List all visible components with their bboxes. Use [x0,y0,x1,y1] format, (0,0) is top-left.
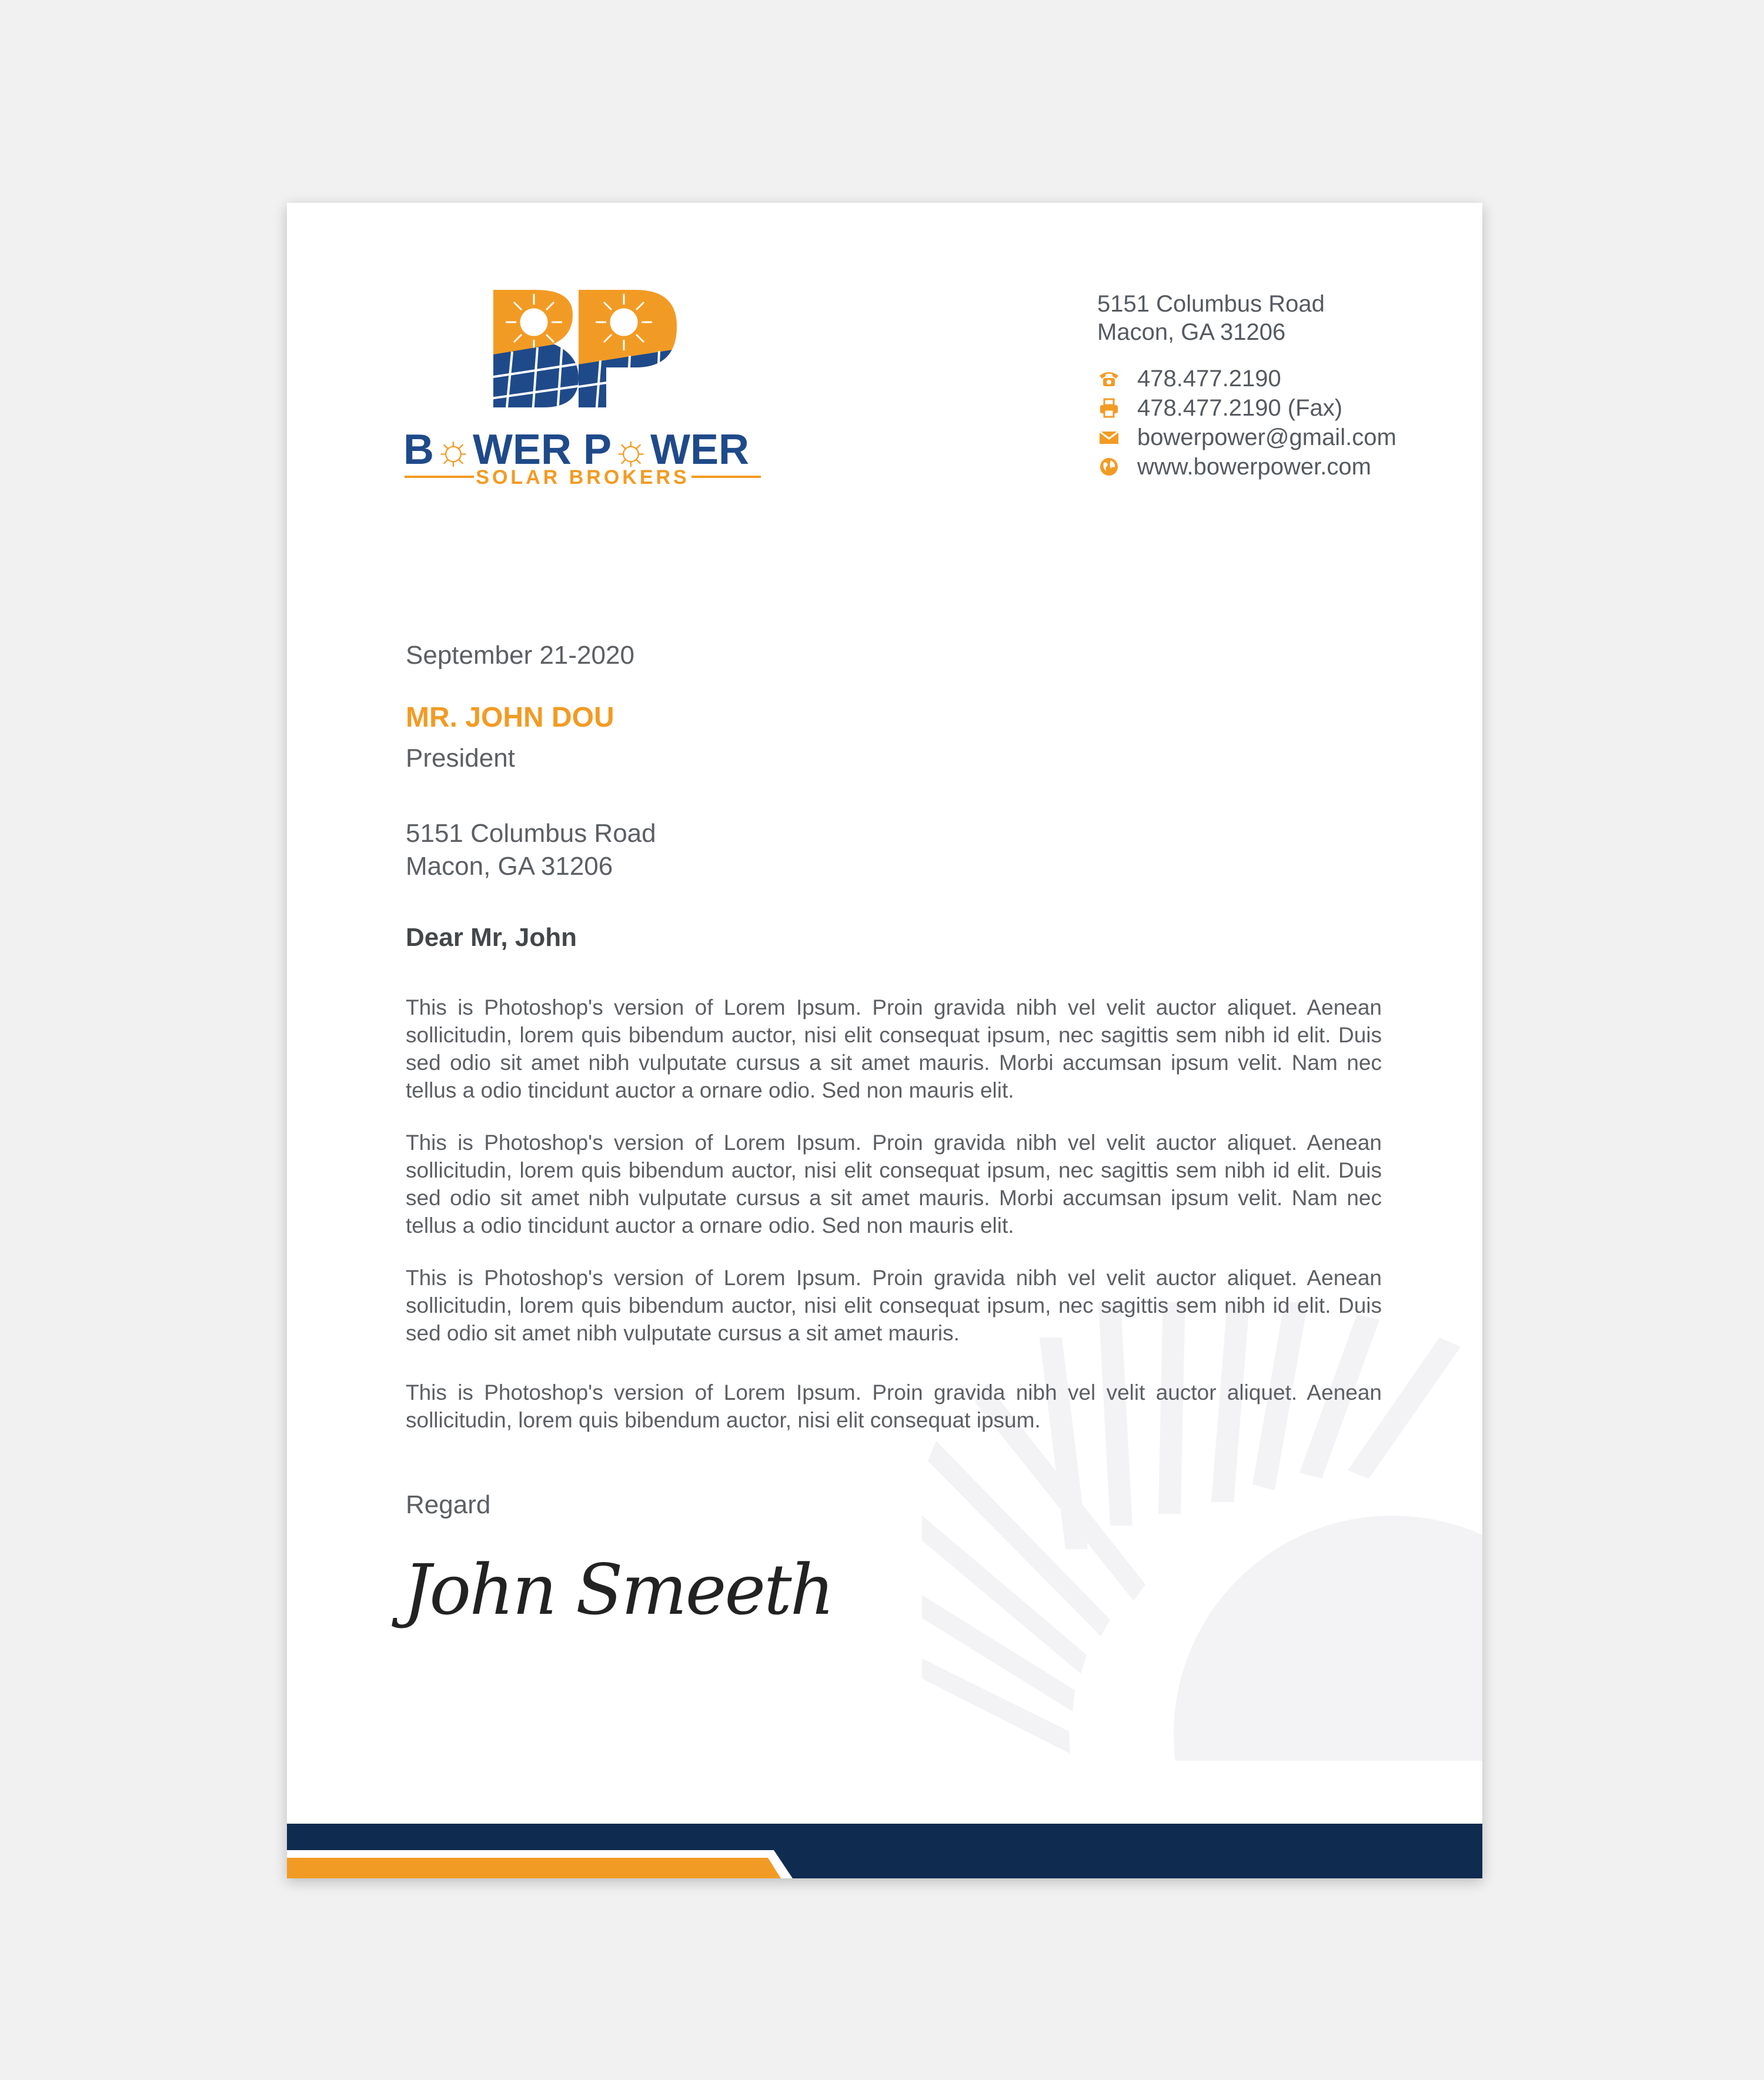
email-address[interactable]: bowerpower@gmail.com [1137,424,1396,450]
sunburst-watermark [922,1302,1482,1761]
fax-number[interactable]: 478.477.2190 (Fax) [1137,394,1343,421]
contact-block [1097,290,1396,481]
recipient-name: MR. JOHN DOU [406,702,614,733]
company-address [1097,290,1396,346]
body-paragraph-2: This is Photoshop's version of Lorem Ipsum. Proin gravida nibh vel velit auctor aliquet. Aenean sollicitudin, lorem quis bibendum auctor, nisi elit consequat ipsum, nec sagittis sem nibh id elit. Duis sed odio sit amet nibh vulputate cursus a sit amet mauris. Morbi accumsan ipsum velit. Nam nec tellus a odio tincidunt auctor a ornare odio. Sed non mauris elit. [406,1131,1382,1238]
recipient-address [406,817,656,883]
recipient-title: President [406,744,515,773]
fax-icon [1097,396,1121,420]
footer-band [287,1824,1482,1878]
company-address-line1: 5151 Columbus Road [1097,291,1325,317]
letter-date: September 21-2020 [406,641,634,670]
recipient-address-line2: Macon, GA 31206 [406,852,613,881]
letter-closing: Regard [406,1490,491,1519]
phone-number[interactable]: 478.477.2190 [1137,365,1281,392]
letter-greeting: Dear Mr, John [406,923,577,952]
logo-wordmark: B☼WER P☼WER [403,426,749,473]
website-url[interactable]: www.bowerpower.com [1137,453,1371,480]
logo-tagline: SOLAR BROKERS [476,466,690,489]
recipient-address-line1: 5151 Columbus Road [406,819,656,848]
phone-row [1097,364,1396,393]
email-icon [1097,426,1121,449]
body-paragraph-3: This is Photoshop's version of Lorem Ipsum. Proin gravida nibh vel velit auctor aliquet. Aenean sollicitudin, lorem quis bibendum auctor, nisi elit consequat ipsum, nec sagittis sem nibh id elit. Duis sed odio sit amet nibh vulputate cursus a sit amet mauris. [406,1266,1382,1345]
company-logo [403,290,762,490]
phone-icon [1097,367,1121,390]
company-address-line2: Macon, GA 31206 [1097,319,1286,345]
body-paragraph-1: This is Photoshop's version of Lorem Ipsum. Proin gravida nibh vel velit auctor aliquet. Aenean sollicitudin, lorem quis bibendum auctor, nisi elit consequat ipsum, nec sagittis sem nibh id elit. Duis sed odio sit amet nibh vulputate cursus a sit amet mauris. Morbi accumsan ipsum velit. Nam nec tellus a odio tincidunt auctor a ornare odio. Sed non mauris elit. [406,995,1382,1102]
website-row [1097,452,1396,481]
body-paragraph-4: This is Photoshop's version of Lorem Ipsum. Proin gravida nibh vel velit auctor aliquet. Aenean sollicitudin, lorem quis bibendum auctor, nisi elit consequat ipsum. [406,1380,1382,1432]
signature: John Smeeth [403,1549,833,1630]
email-row [1097,423,1396,452]
fax-row [1097,393,1396,423]
globe-icon [1097,455,1121,479]
letterhead-page [287,203,1482,1878]
